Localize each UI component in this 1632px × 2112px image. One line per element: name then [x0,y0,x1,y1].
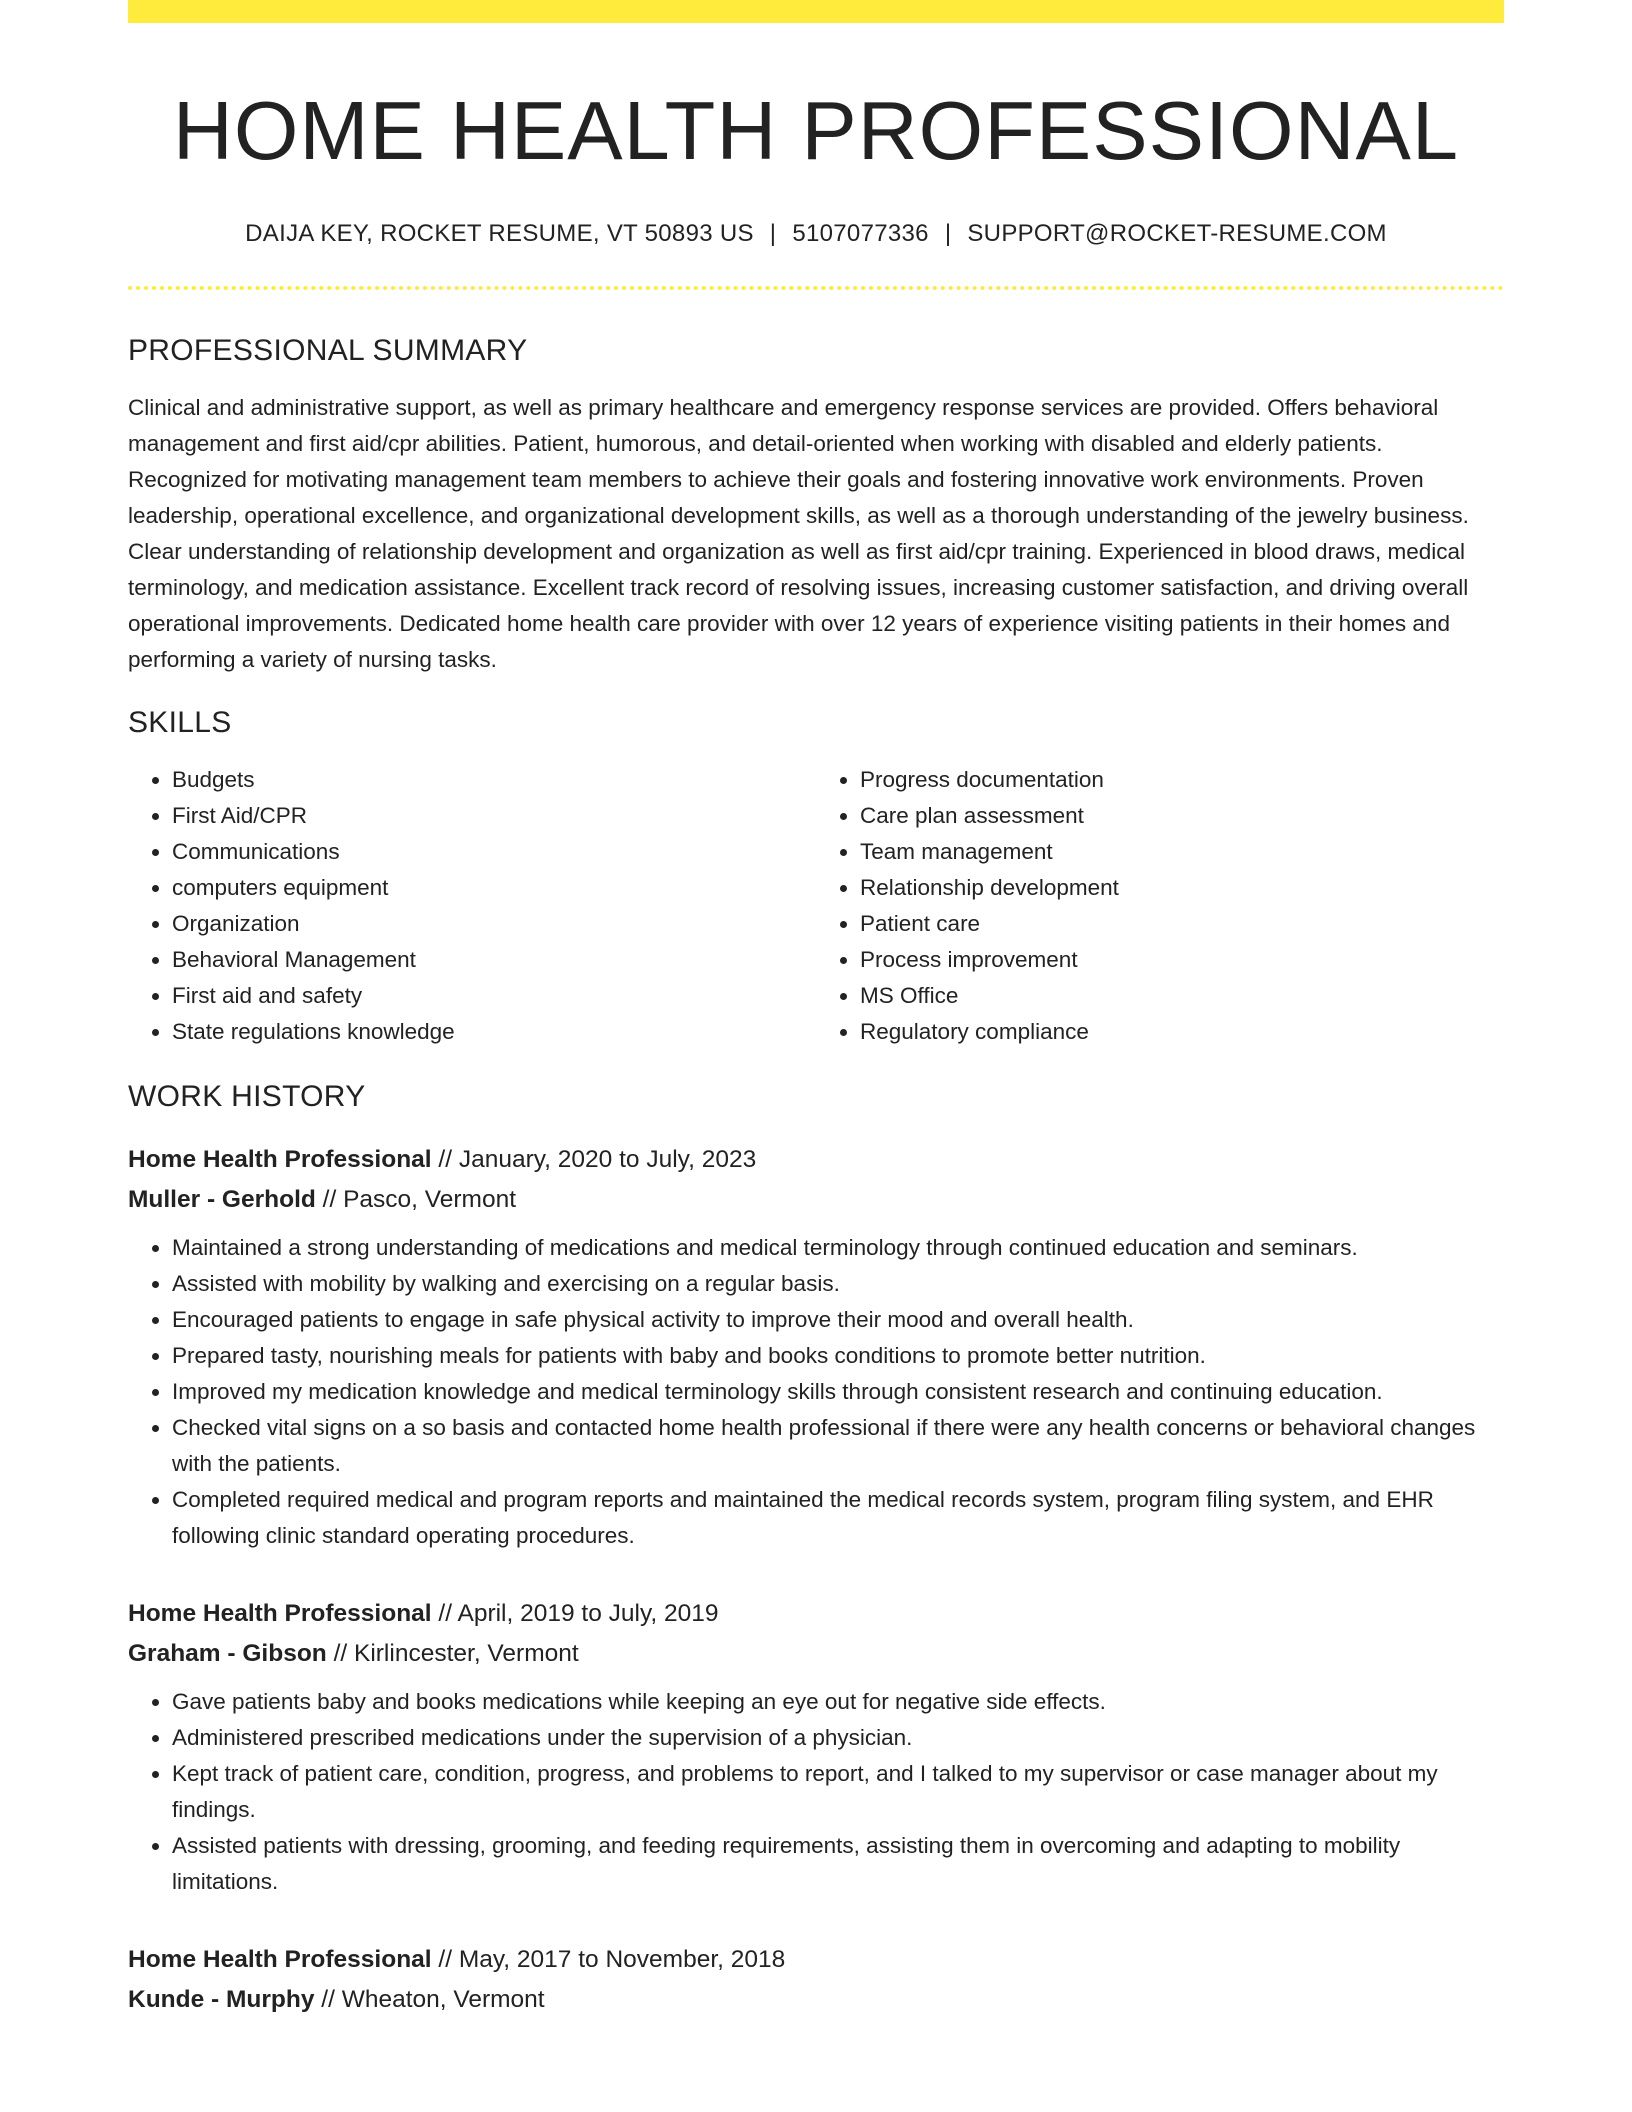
contact-separator: | [944,220,952,248]
job-role: Home Health Professional [128,1146,432,1174]
contact-email: SUPPORT@ROCKET-RESUME.COM [967,220,1387,248]
resume-page [128,0,1504,2020]
work-history-heading: WORK HISTORY [128,1080,366,1114]
contact-phone: 5107077336 [792,220,929,248]
job-company: Kunde - Murphy [128,1986,315,2014]
job-bullets [128,1684,1504,1900]
skill-item: • State regulations knowledge [172,1014,816,1050]
job-company: Graham - Gibson [128,1640,327,1668]
skill-item: • Communications [172,834,816,870]
job-role-line [128,1940,1504,1980]
job-role-line [128,1594,1504,1634]
job-bullet: • Encouraged patients to engage in safe physical activity to improve their mood and overall health. [172,1302,1504,1338]
job-company-line [128,1180,1504,1220]
skill-item: • Process improvement [860,942,1504,978]
job-bullet: • Checked vital signs on a so basis and contacted home health professional if there were any health concerns or behavioral changes with the patients. [172,1410,1504,1482]
job-company: Muller - Gerhold [128,1186,316,1214]
top-accent-bar [128,0,1504,23]
skill-item: • Budgets [172,762,816,798]
job-bullet: • Kept track of patient care, condition, progress, and problems to report, and I talked to my supervisor or case manager about my findings. [172,1756,1504,1828]
job-entry [128,1140,1504,1554]
job-bullet: • Gave patients baby and books medications while keeping an eye out for negative side effects. [172,1684,1504,1720]
contact-address: DAIJA KEY, ROCKET RESUME, VT 50893 US [245,220,754,248]
job-dates: // January, 2020 to July, 2023 [431,1146,757,1174]
job-role-line [128,1140,1504,1180]
skill-item: • Care plan assessment [860,798,1504,834]
job-company-line [128,1634,1504,1674]
job-bullets [128,1230,1504,1554]
dotted-divider [128,286,1504,290]
job-bullet: • Improved my medication knowledge and medical terminology skills through consistent research and continuing education. [172,1374,1504,1410]
skill-item: • MS Office [860,978,1504,1014]
skills-list-left [128,762,816,1050]
summary-text: Clinical and administrative support, as well as primary healthcare and emergency response services are provided. Offers behavioral management and first aid/cpr abilities. Patient, humorous, and detail-oriented when working with disabled and elderly patients. Recognized for motivating management team members to achieve their goals and fostering innovative work environments. Proven leadership, operational excellence, and organizational development skills, as well as a thorough understanding of the jewelry business. Clear understanding of relationship development and organization as well as first aid/cpr training. Experienced in blood draws, medical terminology, and medication assistance. Excellent track record of resolving issues, increasing customer satisfaction, and driving overall operational improvements. Dedicated home health care provider with over 12 years of experience visiting patients in their homes and performing a variety of nursing tasks. [128,395,1469,673]
skill-item: • Progress documentation [860,762,1504,798]
job-location: // Kirlincester, Vermont [326,1640,579,1668]
job-bullet: • Assisted patients with dressing, grooming, and feeding requirements, assisting them in overcoming and adapting to mobility limitations. [172,1828,1504,1900]
skill-item: • Patient care [860,906,1504,942]
job-entry [128,1594,1504,1900]
skills-grid [128,762,1504,1050]
job-role: Home Health Professional [128,1600,432,1628]
skill-item: • Behavioral Management [172,942,816,978]
job-dates: // April, 2019 to July, 2019 [431,1600,719,1628]
skill-item: • Team management [860,834,1504,870]
skill-item: • Regulatory compliance [860,1014,1504,1050]
summary-heading: PROFESSIONAL SUMMARY [128,334,528,368]
skill-item: • computers equipment [172,870,816,906]
contact-line [128,220,1504,248]
job-bullet: • Completed required medical and program reports and maintained the medical records system, program filing system, and EHR following clinic standard operating procedures. [172,1482,1504,1554]
job-bullet: • Administered prescribed medications under the supervision of a physician. [172,1720,1504,1756]
skill-item: • Organization [172,906,816,942]
job-entry [128,1940,1504,2020]
job-role: Home Health Professional [128,1946,432,1974]
resume-name-title: HOME HEALTH PROFESSIONAL [172,84,1460,177]
skill-item: • First Aid/CPR [172,798,816,834]
job-location: // Pasco, Vermont [315,1186,517,1214]
job-location: // Wheaton, Vermont [314,1986,545,2014]
skills-list-right [816,762,1504,1050]
skills-heading: SKILLS [128,706,232,740]
job-company-line [128,1980,1504,2020]
job-dates: // May, 2017 to November, 2018 [431,1946,786,1974]
contact-separator: | [769,220,777,248]
skill-item: • Relationship development [860,870,1504,906]
job-bullet: • Assisted with mobility by walking and exercising on a regular basis. [172,1266,1504,1302]
job-bullet: • Prepared tasty, nourishing meals for patients with baby and books conditions to promote better nutrition. [172,1338,1504,1374]
job-bullet: • Maintained a strong understanding of medications and medical terminology through continued education and seminars. [172,1230,1504,1266]
skill-item: • First aid and safety [172,978,816,1014]
